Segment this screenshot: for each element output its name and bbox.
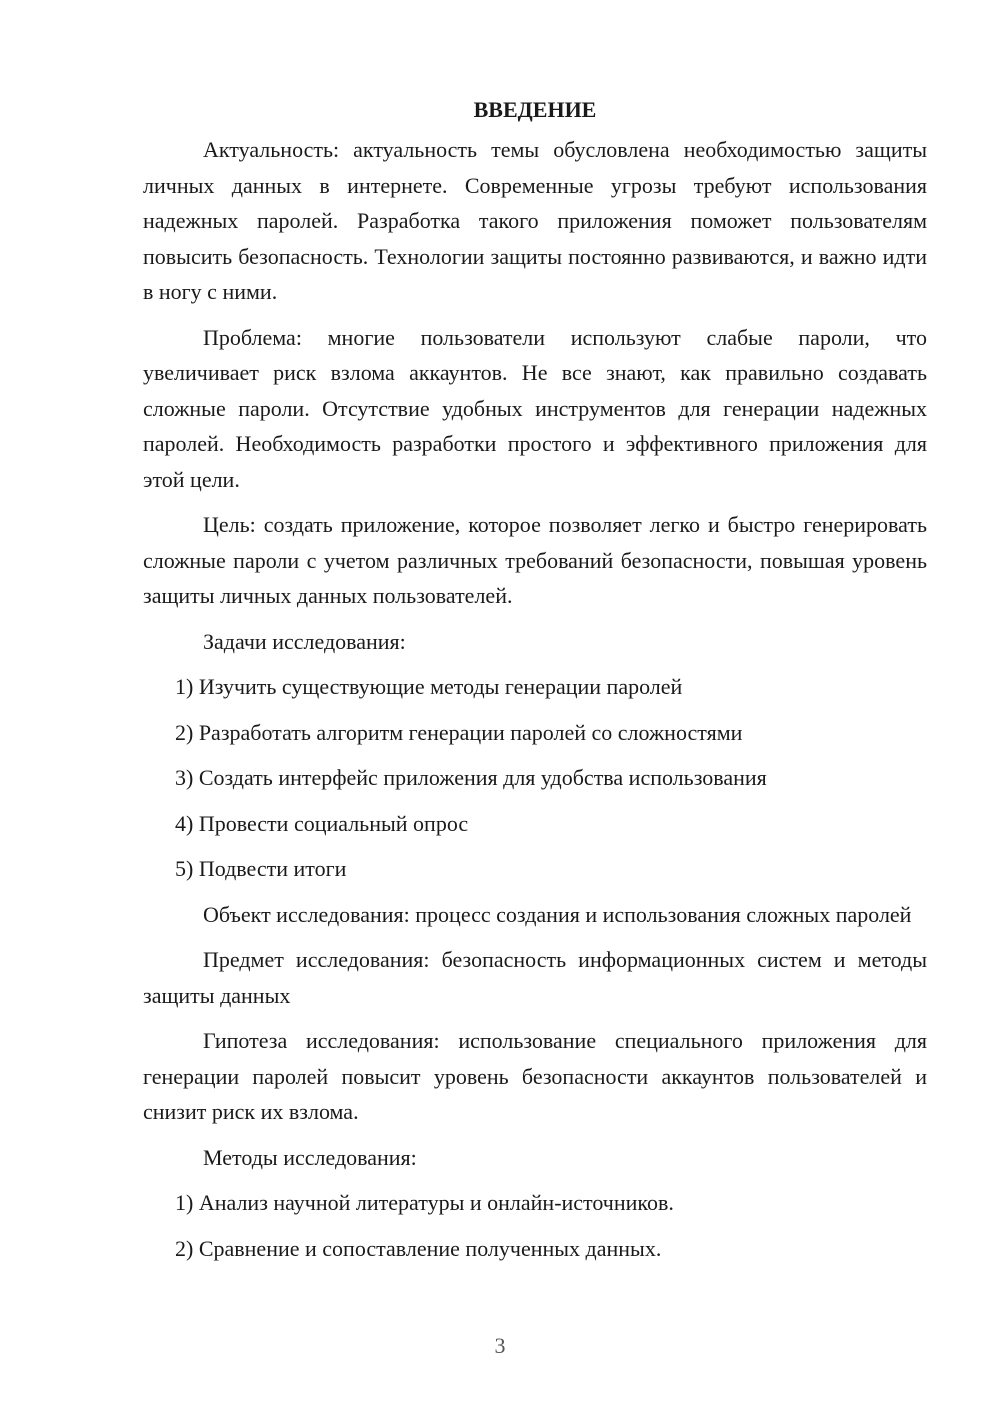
list-item: 1) Изучить существующие методы генерации паролей	[175, 674, 683, 699]
methods-list	[143, 1185, 927, 1266]
list-item: 2) Разработать алгоритм генерации паролей со сложностями	[175, 719, 743, 745]
list-item: 5) Подвести итоги	[175, 856, 347, 881]
list-item: 4) Провести социальный опрос	[175, 810, 469, 836]
object-paragraph: Объект исследования: процесс создания и использования сложных паролей	[203, 901, 912, 927]
document-page	[143, 92, 927, 1276]
page-number: 3	[494, 1333, 506, 1358]
subject-paragraph: Предмет исследования: безопасность информационных систем и методы защиты данных	[143, 947, 927, 1008]
problem-paragraph: Проблема: многие пользователи используют слабые пароли, что увеличивает риск взлома аккаунтов. Не все знают, как правильно создавать сложные пароли. Отсутствие удобных инструментов для генерации надежных паролей. Необходимость разработки простого и эффективного приложения для этой цели.	[143, 324, 927, 492]
list-item: 3) Создать интерфейс приложения для удобства использования	[175, 765, 767, 790]
goal-paragraph: Цель: создать приложение, которое позволяет легко и быстро генерировать сложные пароли с учетом различных требований безопасности, повышая уровень защиты личных данных пользователей.	[143, 512, 927, 608]
tasks-label: Задачи исследования:	[203, 628, 406, 654]
tasks-list	[143, 669, 927, 887]
relevance-paragraph: Актуальность: актуальность темы обусловлена необходимостью защиты личных данных в интернете. Современные угрозы требуют использования надежных паролей. Разработка такого приложения поможет пользователям повысить безопасность. Технологии защиты постоянно развиваются, и важно идти в ногу с ними.	[143, 137, 927, 304]
section-title: ВВЕДЕНИЕ	[473, 97, 597, 122]
hypothesis-paragraph: Гипотеза исследования: использование специального приложения для генерации паролей повысит уровень безопасности аккаунтов пользователей и снизит риск их взлома.	[143, 1028, 927, 1124]
list-item: 1) Анализ научной литературы и онлайн-источников.	[175, 1190, 674, 1215]
methods-label: Методы исследования:	[203, 1144, 417, 1170]
list-item: 2) Сравнение и сопоставление полученных данных.	[175, 1235, 662, 1261]
